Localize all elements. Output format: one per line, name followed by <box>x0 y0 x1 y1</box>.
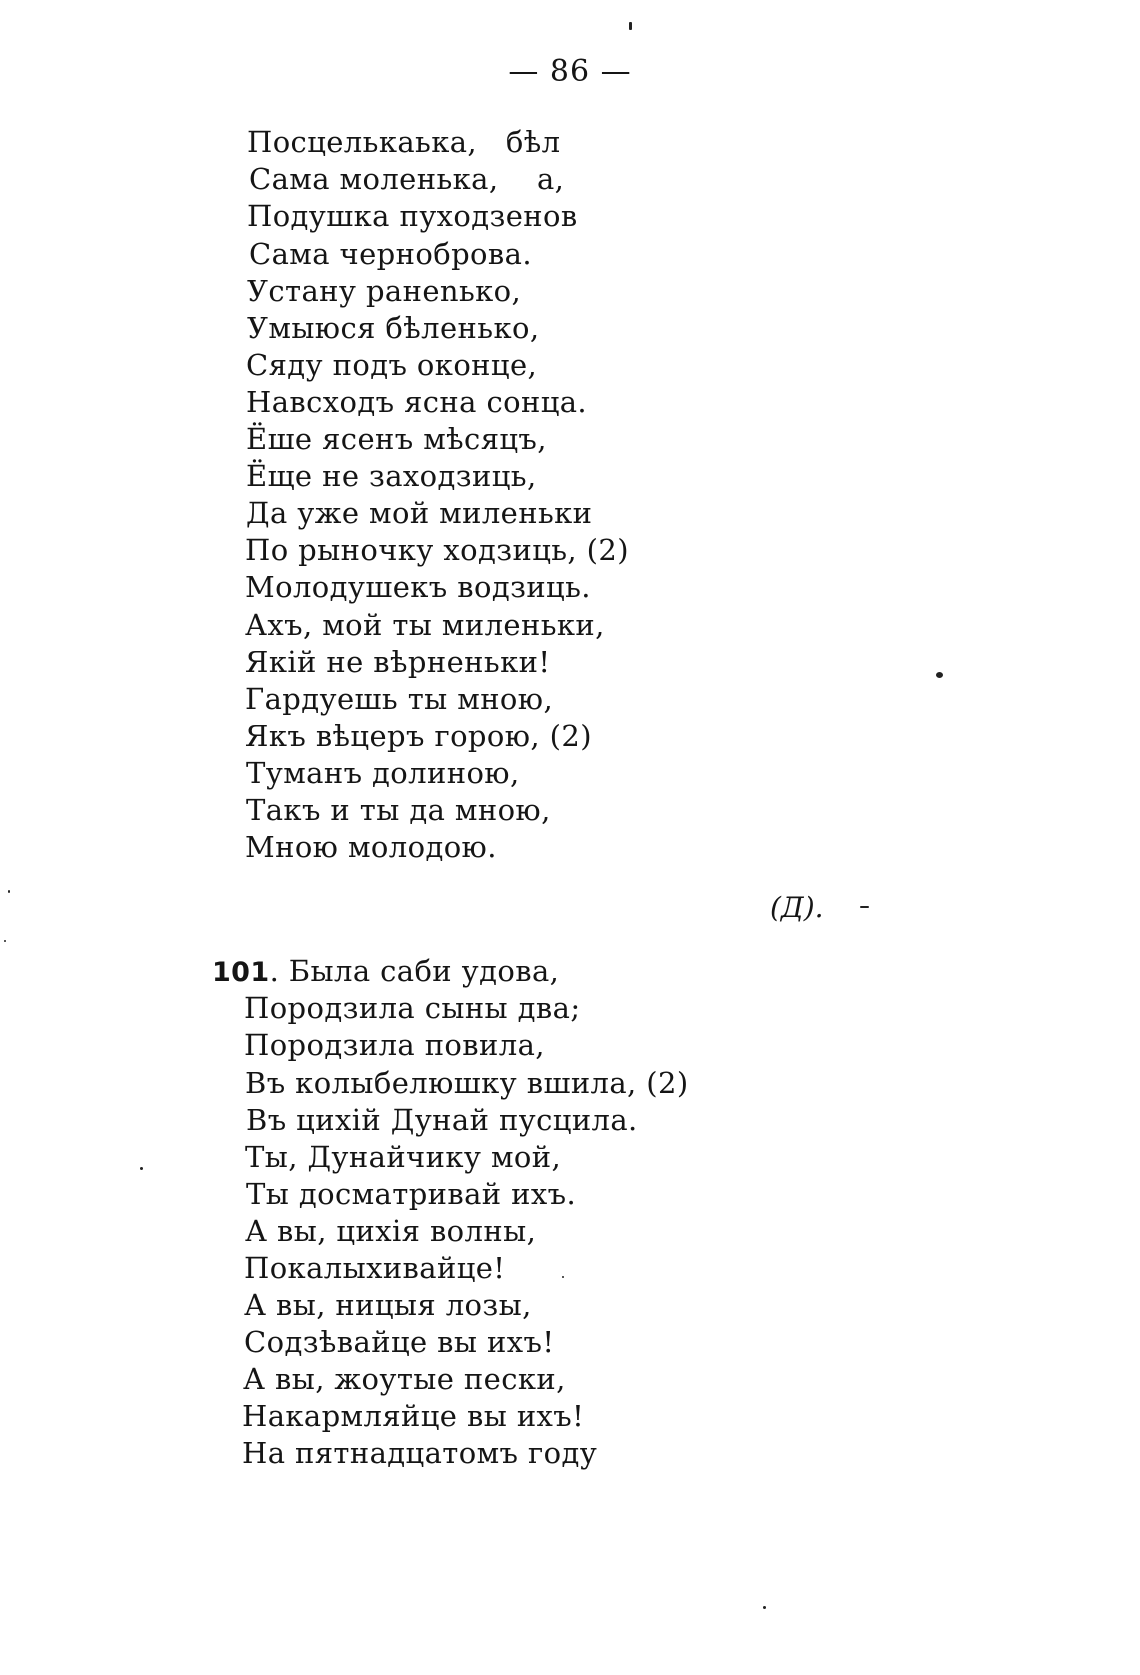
page-number: — 86 — <box>508 54 632 89</box>
scan-speck <box>562 1276 564 1278</box>
scan-speck <box>936 672 943 678</box>
verse-line: Якiй не вѣрненьки! <box>245 645 551 679</box>
verse-line: Сяду подъ оконце, <box>246 348 538 382</box>
verse-line: Ты, Дунайчику мой, <box>245 1140 562 1174</box>
verse-line: А вы, ницыя лозы, <box>244 1288 532 1322</box>
verse-line: Сама черноброва. <box>249 237 532 271</box>
verse-line: По рыночку ходзиць, (2) <box>245 533 629 567</box>
scan-speck <box>763 1606 766 1609</box>
verse-line: Молодушекъ водзиць. <box>245 570 591 604</box>
verse-line: Гардуешь ты мною, <box>245 682 554 716</box>
verse-line: Туманъ долиною, <box>246 756 520 790</box>
verse-line: Навсходъ ясна сонца. <box>246 385 588 419</box>
verse-line: Породзила сыны два; <box>244 991 581 1025</box>
verse-line: На пятнадцатомъ году <box>242 1436 598 1470</box>
verse-line: Устану ранenько, <box>247 274 522 308</box>
verse-line: Умыюся бѣленько, <box>247 311 540 345</box>
verse-line: Накармляйце вы ихъ! <box>242 1399 585 1433</box>
verse-line: Мною молодою. <box>245 830 497 864</box>
verse-line: Содзѣвайце вы ихъ! <box>244 1325 555 1359</box>
verse-line: Да уже мой миленьки <box>246 496 593 530</box>
verse-line: Якъ вѣцеръ горою, (2) <box>245 719 592 753</box>
scan-speck <box>860 906 869 908</box>
scan-speck <box>140 1167 143 1170</box>
scan-speck <box>8 890 10 893</box>
verse-line: . Была саби удова, <box>269 954 560 988</box>
verse-line: Сама моленька, а, <box>249 162 565 196</box>
song-heading <box>212 953 559 991</box>
verse-line: Ёше ясенъ мѣсяцъ, <box>246 422 547 456</box>
source-attribution: (Д). <box>770 891 824 924</box>
verse-line: Ёще не заходзиць, <box>246 459 537 493</box>
verse-line: А вы, жоутые пески, <box>243 1362 566 1396</box>
verse-line: Посцелькаька, бѣл <box>247 125 561 159</box>
scan-speck <box>629 22 632 30</box>
song-number: 101 <box>212 957 270 988</box>
verse-line: Такъ и ты да мною, <box>246 793 551 827</box>
verse-line: Въ цихiй Дунай пусцила. <box>246 1103 638 1137</box>
verse-line: Породзила повила, <box>244 1028 545 1062</box>
verse-line: Покалыхивайце! <box>244 1251 506 1285</box>
verse-line: Ахъ, мой ты миленьки, <box>245 608 605 642</box>
verse-line: А вы, цихiя волны, <box>245 1214 537 1248</box>
verse-line: Въ колыбелюшку вшила, (2) <box>245 1066 689 1100</box>
verse-line: Подушка пуходзенов <box>247 199 578 233</box>
scan-speck <box>4 940 6 942</box>
verse-line: Ты досматривай ихъ. <box>246 1177 577 1211</box>
